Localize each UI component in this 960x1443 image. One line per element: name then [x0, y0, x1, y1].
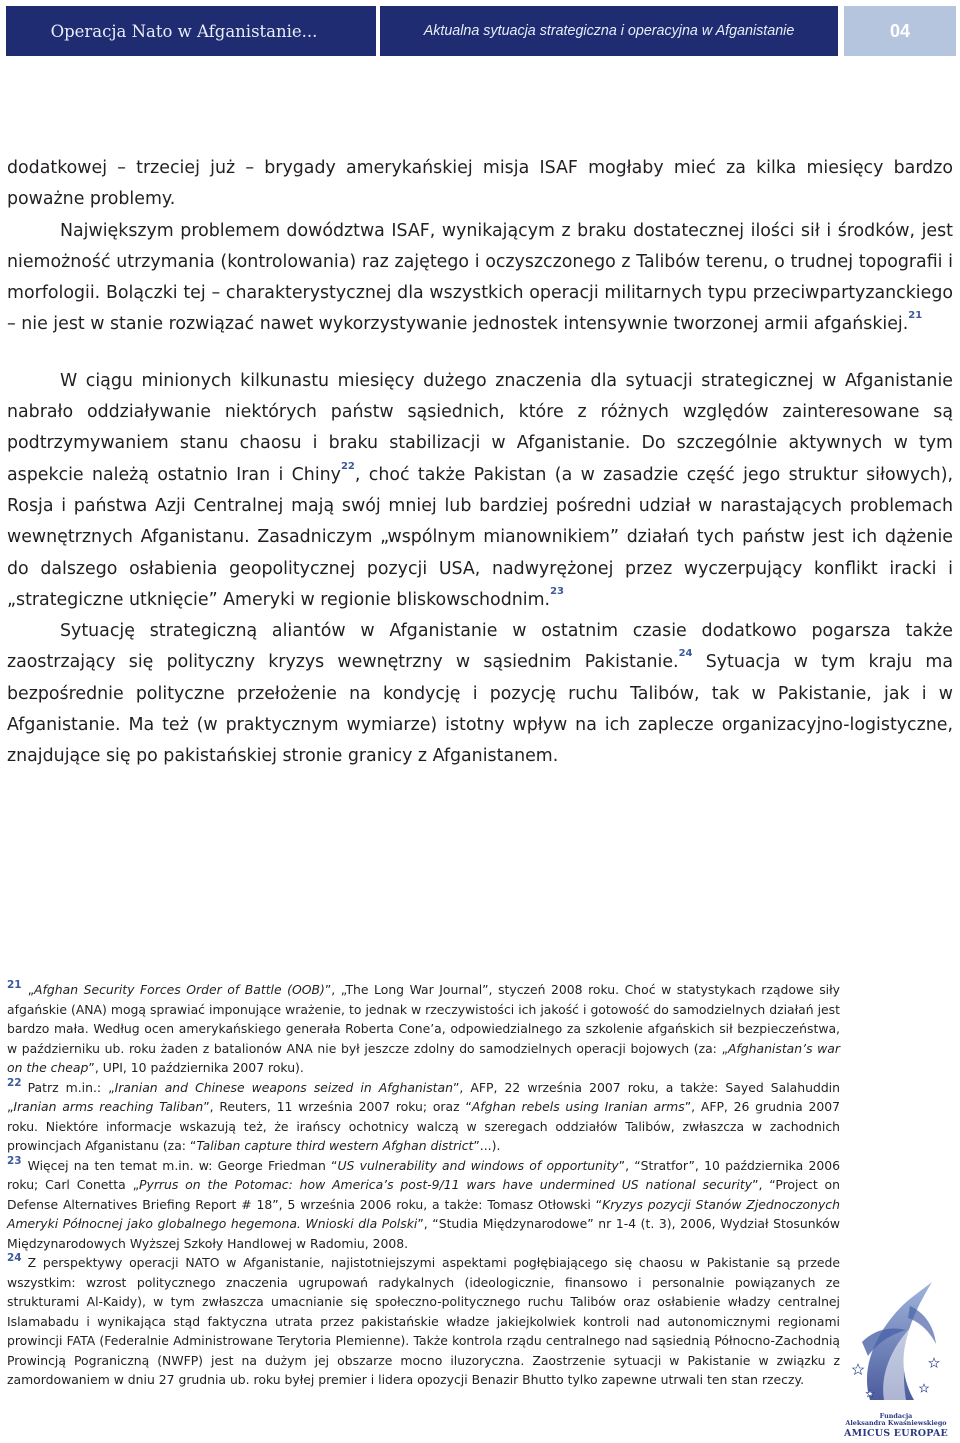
- header-center-title: Aktualna sytuacja strategiczna i operacyjna w Afganistanie: [423, 23, 795, 39]
- header-left-title: Operacja Nato w Afganistanie...: [50, 21, 318, 41]
- footnote-ref-21[interactable]: 21: [908, 310, 923, 322]
- footnote-23: 23 Więcej na ten temat m.in. w: George Friedman “US vulnerability and windows of opportunity”, “Stratfor”, 10 października 2006 roku; Carl Conetta „Pyrrus on the Potomac: how America’s post-9/11 wars have undermined US national security”, “Project on Defense Alternatives Briefing Report # 18”, 5 września 2006 roku, a także: Tomasz Otłowski “Kryzys pozycji Stanów Zjednoczonych Ameryki Północnej jako globalnego hegemona. Wnioski dla Polski”, “Studia Międzynarodowe” nr 1-4 (t. 3), 2006, Wydział Stosunków Międzynarodowych Wyższej Szkoły Handlowej w Radomiu, 2008.: [7, 1154, 841, 1251]
- header-left-tab: [6, 6, 376, 56]
- amicus-europae-emblem-icon: [840, 1272, 952, 1412]
- footnote-number: 24: [7, 1252, 22, 1264]
- paragraph-4: Sytuację strategiczną aliantów w Afganistanie w ostatnim czasie dodatkowo pogarsza także zaostrzający się polityczny kryzys wewnętrzny w sąsiednim Pakistanie.$^{24}$ Sytuacja w tym kraju ma bezpośrednie polityczne przełożenie na kondycję i pozycję ruchu Talibów, tak w Pakistanie, jak i w Afganistanie. Ma też (w praktycznym wymiarze) istotny wpływ na ich zaplecze organizacyjno-logistyczne, znajdujące się po pakistańskiej stronie granicy z Afganistanem.: [7, 621, 954, 767]
- footnote-number: 21: [7, 979, 22, 991]
- header-center-tab: [380, 6, 838, 56]
- footnote-21: 21 „Afghan Security Forces Order of Battle (OOB)”, „The Long War Journal”, styczeń 2008 roku. Choć w statystykach rządowe siły afgańskie (ANA) mogą sprawiać imponujące wrażenie, to jednak w rzeczywistości ich jakość i gotowość do samodzielnych działań jest bardzo mała. Według ocen amerykańskiego generała Roberta Cone’a, odpowiedzialnego za szkolenie afgańskich sił bezpieczeństwa, w październiku ub. roku żaden z batalionów ANA nie był jeszcze zdolny do samodzielnych operacji bojowych (za: „Afghanistan’s war on the cheap”, UPI, 10 października 2007 roku).: [7, 979, 840, 1075]
- paragraph-3: W ciągu minionych kilkunastu miesięcy dużego znaczenia dla sytuacji strategicznej w Afganistanie nabrało oddziaływanie niektórych państw sąsiednich, które z różnych względów zainteresowane są podtrzymywaniem stanu chaosu i braku stabilizacji w Afganistanie. Do szczególnie aktywnych w tym aspekcie należą ostatnio Iran i Chiny$^{22}$, choć także Pakistan (a w zasadzie część jego struktur siłowych), Rosja i państwa Azji Centralnej mają swój mniej lub bardziej pośredni udział w narastających problemach wewnętrznych Afganistanu. Zasadniczym „wspólnym mianownikiem” działań tych państw jest ich dążenie do dalszego osłabienia geopolitycznej pozycji USA, nadwyrężonej przez wyczerpujący konflikt iracki i „strategiczne utknięcie” Ameryki w regionie bliskowschodnim.$^{23}$: [7, 370, 954, 610]
- paragraph-1: dodatkowej – trzeciej już – brygady amerykańskiej misja ISAF mogłaby mieć za kilka miesięcy bardzo poważne problemy.: [7, 158, 953, 210]
- paragraph-2: Największym problemem dowództwa ISAF, wynikającym z braku dostatecznej ilości sił i środków, jest niemożność utrzymania (kontrolowania) raz zajętego i oczyszczonego z Talibów terenu, o trudnej topografii i morfologii. Bolączki tej – charakterystycznej dla wszystkich operacji militarnych typu przeciwpartyzanckiego – nie jest w stanie rozwiązać nawet wykorzystywanie jednostek intensywnie tworzonej armii afgańskiej.$^{21}$: [7, 220, 953, 335]
- foundation-logo: [840, 1272, 952, 1440]
- footnote-24: 24 Z perspektywy operacji NATO w Afganistanie, najistotniejszymi aspektami pogłębiającego się chaosu w Pakistanie są przede wszystkim: wzrost politycznego znaczenia ugrupowań radykalnych (ideologicznie, finansowo i personalnie powiązanych ze strukturami Al-Kaidy), w tym zwłaszcza umacnianie się społeczno-politycznego ruchu Talibów oraz osłabienie władzy centralnej Islamabadu i wynikająca stąd faktyczna utrata przez pakistańskie władze jakiejkolwiek kontroli nad autonomicznymi regionami prowincji FATA (Federalnie Administrowane Terytoria Plemienne). Także kontrola rządu centralnego nad sąsiednią Północno-Zachodnią Prowincją Pograniczną (NWFP) jest na dużym jej obszarze mocno iluzoryczna. Zaostrzenie sytuacji w Pakistanie w związku z zamordowaniem w dniu 27 grudnia ub. roku byłej premier i lidera opozycji Benazir Bhutto tylko zapewne utrwali ten stan rzeczy.: [7, 1252, 840, 1387]
- header-page-number-box: [844, 6, 956, 56]
- footnote-number: 23: [7, 1154, 22, 1167]
- footnotes: [7, 980, 840, 1390]
- main-body: [7, 153, 953, 773]
- footnote-number: 22: [7, 1076, 22, 1089]
- footnote-ref-24[interactable]: 24: [678, 648, 693, 660]
- footnote-ref-22[interactable]: 22: [340, 460, 355, 472]
- page-number: 04: [889, 20, 911, 41]
- footnote-ref-23[interactable]: 23: [550, 585, 564, 597]
- footnote-22: 22 Patrz m.in.: „Iranian and Chinese weapons seized in Afghanistan”, AFP, 22 września 2007 roku, a także: Sayed Salahuddin „Iranian arms reaching Taliban”, Reuters, 11 września 2007 roku; oraz “Afghan rebels using Iranian arms”, AFP, 26 grudnia 2007 roku. Niektóre informacje wskazują też, że irańscy ochotnicy walczą w szeregach oddziałów Talibów, zwłaszcza w zachodnich prowincjach Afganistanu (za: “Taliban capture third western Afghan district”...).: [7, 1076, 840, 1153]
- logo-name: AMICUS EUROPAE: [844, 1428, 948, 1439]
- logo-caption: Fundacja Aleksandra Kwaśniewskiego: [845, 1412, 947, 1427]
